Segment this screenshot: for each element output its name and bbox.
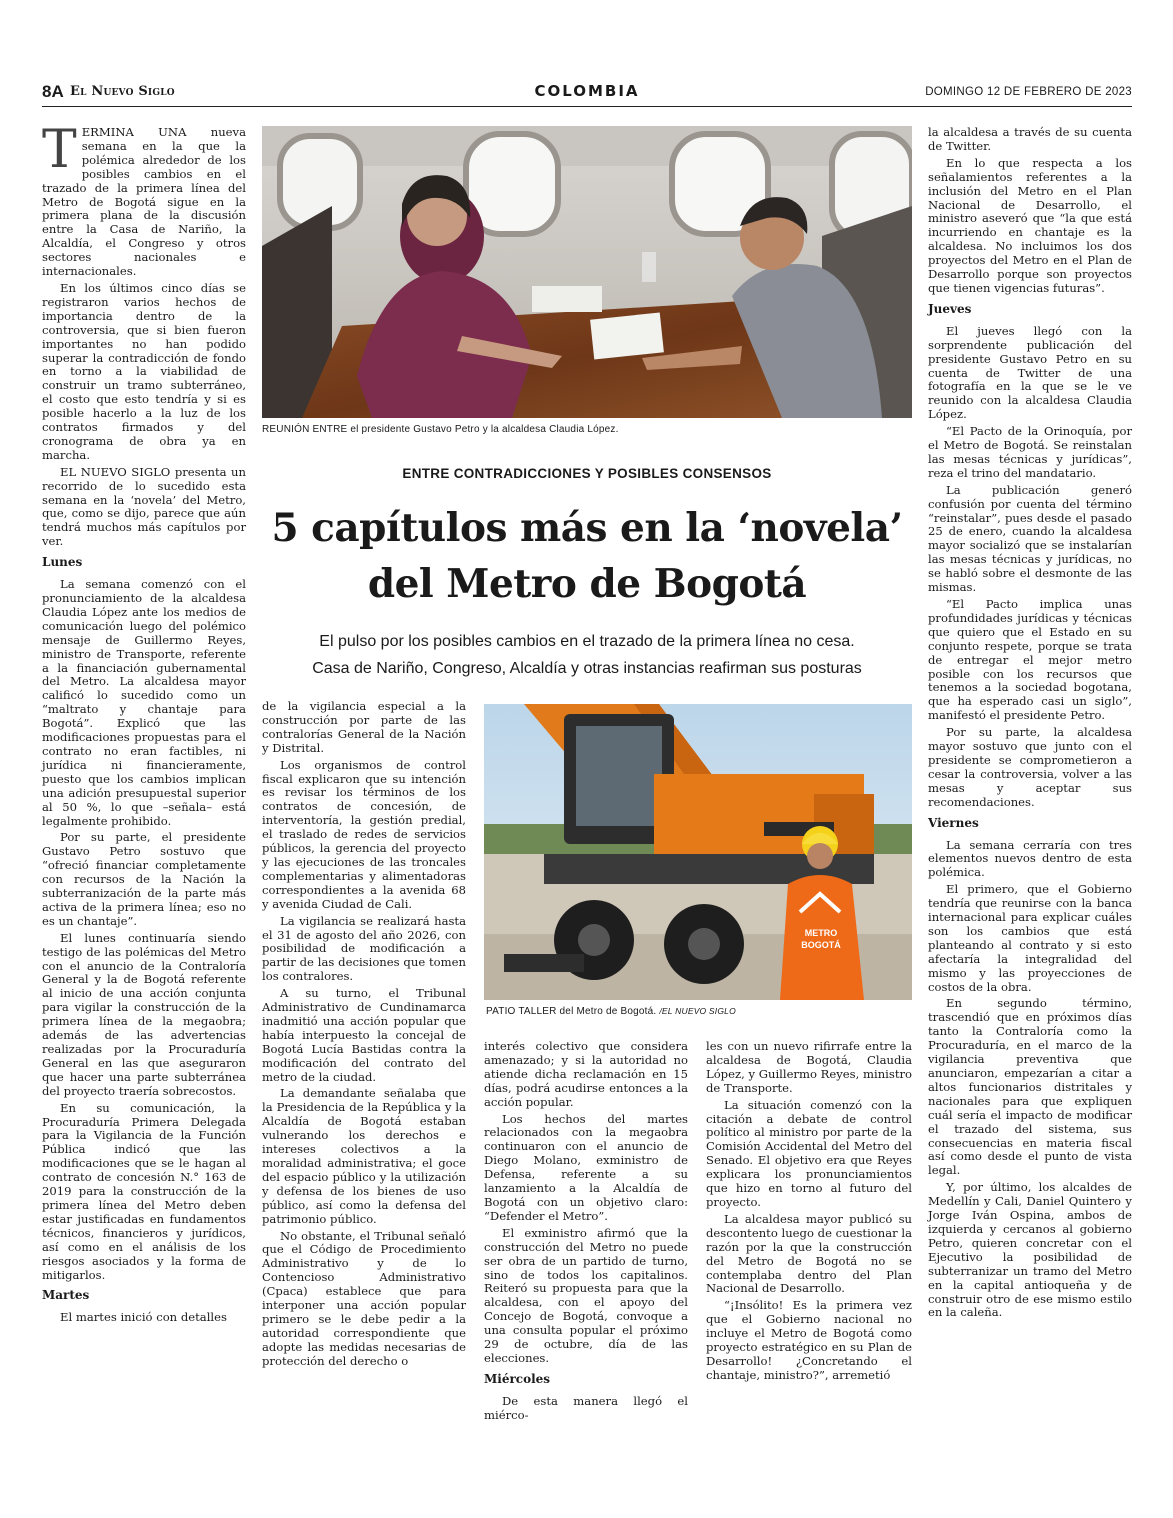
vest-text-metro: METRO	[804, 928, 838, 938]
paragraph: interés colectivo que considera amenazado; y si la autoridad no atiende dicha reclamación en 15 días, podrá acudirse entonces a la acción popular.	[484, 1039, 688, 1109]
subheading-miercoles: Miércoles	[484, 1371, 551, 1386]
paper-name: El Nuevo Siglo	[70, 84, 175, 99]
masthead-rule	[42, 106, 1132, 107]
paragraph: La semana comenzó con el pronunciamiento de la alcaldesa Claudia López ante los medios de comunicación luego del polémico mensaje de Guillermo Reyes, ministro de Transporte, referente a la financiación gubernamental del Metro. La alcaldesa mayor calificó lo sucedido como un “maltrato y chantaje para Bogotá”. Explicó que las modificaciones propuestas para el contrato no eran factibles, ni jurídica ni financieramente, puesto que los cambios implican una adición presupuestal superior al 50 %, lo que –señala– está legalmente prohibido.	[42, 577, 246, 828]
page-number: 8A	[42, 82, 64, 101]
column-3	[484, 1040, 688, 1426]
paragraph: Por su parte, el presidente Gustavo Petro sostuvo que “ofreció financiar completamente con recursos de la Nación la subterranización de la parte más activa de la primera línea; eso no es un chantaje”.	[42, 830, 246, 928]
paragraph: La situación comenzó con la citación a debate de control político al ministro por parte de la Comisión Accidental del Metro del Senado. El objetivo era que Reyes explicara los pronunciamientos que hizo en torno al futuro del proyecto.	[706, 1097, 912, 1209]
paragraph: A su turno, el Tribunal Administrativo de Cundinamarca inadmitió una acción popular que había interpuesto la concejal de Bogotá Lucía Bastidas contra la modificación del contrato del metro de la ciudad.	[262, 986, 466, 1084]
subhead-line-1: El pulso por los posibles cambios en el trazado de la primera línea no cesa.	[319, 633, 855, 650]
paragraph: El lunes continuaría siendo testigo de las polémicas del Metro con el anuncio de la Contraloría General y la de Bogotá referente al inicio de una acción conjunta para vigilar la construcción de la primera línea de la megaobra; además de las advertencias realizadas por la Procuraduría General en las que aseguraron que hacer una parte subterránea del proyecto traería sobrecostos.	[42, 930, 246, 1098]
vest-text-bogota: BOGOTÁ	[801, 940, 841, 950]
caption-text: PATIO TALLER del Metro de Bogotá.	[486, 1006, 657, 1017]
column-2	[262, 700, 466, 1372]
article-kicker: ENTRE CONTRADICCIONES Y POSIBLES CONSENSOS	[402, 466, 772, 481]
paragraph: “El Pacto implica unas profundidades jurídicas y técnicas que quiero que el Estado en su conjunto respete, porque se trata de entregar el mejor metro posible con los recursos que tenemos a la sociedad bogotana, que ha esperado casi un siglo”, manifestó el presidente Petro.	[928, 597, 1132, 723]
excavator-photo-caption	[486, 1006, 912, 1017]
paragraph: El primero, que el Gobierno tendría que reunirse con la banca internacional para explicar cuáles son los cambios que está planteando al contrato y si esto afectaría la integralidad del mismo y las proyecciones de costos de la obra.	[928, 882, 1132, 994]
masthead	[42, 82, 1132, 104]
paragraph: De esta manera llegó el miérco-	[484, 1393, 688, 1422]
paragraph: La semana cerraría con tres elementos nuevos dentro de esta polémica.	[928, 837, 1132, 880]
paragraph: la alcaldesa a través de su cuenta de Twitter.	[928, 125, 1132, 153]
paragraph: En segundo término, trascendió que en próximos días tanto la Contraloría como la Procuraduría, en el marco de la vigilancia preventiva que anunciaron, empezarían a citar a altos funcionarios distritales y nacionales para que expliquen cuál sería el impacto de modificar el trazado del sistema, sus consecuencias en materia fiscal así como desde el punto de vista legal.	[928, 996, 1132, 1178]
section-name: COLOMBIA	[534, 82, 640, 100]
drop-cap: T	[42, 120, 77, 180]
paragraph: El jueves llegó con la sorprendente publicación del presidente Gustavo Petro en su cuenta de Twitter de una fotografía en la que se le ve reunido con la alcaldesa Claudia López.	[928, 323, 1132, 422]
paragraph: El martes inició con detalles	[60, 1310, 227, 1325]
column-4	[706, 1040, 912, 1386]
paragraph: En lo que respecta a los señalamientos referentes a la inclusión del Metro en el Plan Nacional de Desarrollo, el ministro aseveró que “la que está incurriendo en chantaje es la alcaldesa. No incluimos los dos proyectos del Metro en el Plan de Desarrollo porque son proyectos que tienen vigencias futuras”.	[928, 155, 1132, 295]
subhead-line-2: Casa de Nariño, Congreso, Alcaldía y otras instancias reafirman sus posturas	[312, 660, 862, 677]
meeting-photo-illustration	[262, 126, 912, 418]
paragraph: La alcaldesa mayor publicó su descontento luego de cuestionar la razón por la que la construcción del Metro de Bogotá no se contemplaba dentro del Plan Nacional de Desarrollo.	[706, 1211, 912, 1296]
paragraph: Y, por último, los alcaldes de Medellín y Cali, Daniel Quintero y Jorge Iván Ospina, ambos de izquierda y cercanos al gobierno Petro, quieren concretar con el Ejecutivo la posibilidad de subterranizar un tramo del Metro en la capital antioqueña y de construir otro de ese mismo estilo en la caleña.	[928, 1180, 1132, 1320]
lead-paragraph: TERMINA UNA nueva semana en la que la polémica alrededor de los posibles cambios en el trazado de la primera línea del Metro de Bogotá sigue en la primera plana de la discusión entre la Casa de Nariño, la Alcaldía, el Congreso y otros sectores nacionales e internacionales.	[42, 120, 246, 279]
paragraph: Los hechos del martes relacionados con la megaobra continuaron con el anuncio de Diego Molano, exministro de Defensa, referente a su lanzamiento a la Alcaldía de Bogotá con un objetivo claro: “Defender el Metro”.	[484, 1111, 688, 1223]
paragraph: les con un nuevo rifirrafe entre la alcaldesa de Bogotá, Claudia López, y Guillermo Reyes, ministro de Transporte.	[706, 1039, 912, 1095]
paragraph: La vigilancia se realizará hasta el 31 de agosto del año 2026, con posibilidad de modificación a partir de las decisiones que tomen los contralores.	[262, 913, 466, 984]
meeting-photo	[262, 126, 912, 418]
article-headline	[262, 500, 912, 612]
headline-line-1: 5 capítulos más en la ‘novela’	[271, 505, 903, 551]
subheading-lunes: Lunes	[42, 555, 83, 570]
paragraph: “¡Insólito! Es la primera vez que el Gobierno nacional no incluye el Metro de Bogotá como proyecto estratégico en su Plan de Desarrollo! ¿Concretando el chantaje, ministro?”, arremetió	[706, 1298, 912, 1382]
paragraph: Por su parte, la alcaldesa mayor sostuvo que junto con el presidente se comprometieron a cesar la controversia, volver a las mesas y aceptar sus recomendaciones.	[928, 725, 1132, 809]
paragraph: La demandante señalaba que la Presidencia de la República y la Alcaldía de Bogotá estaban vulnerando los derechos e intereses colectivos a la moralidad administrativa; el goce del espacio público y la utilización y defensa de los bienes de uso público, así como la defensa del patrimonio público.	[262, 1086, 466, 1226]
meeting-photo-caption: REUNIÓN ENTRE el presidente Gustavo Petro y la alcaldesa Claudia López.	[262, 424, 619, 435]
paragraph: En los últimos cinco días se registraron varios hechos de importancia dentro de la controversia, que si bien fueron importantes no han podido superar la contradicción de fondo en torno a la viabilidad de construir un tramo subterráneo, el costo que esto tendría y si es posible hacerlo a la luz de los contratos firmados y del cronograma de obra ya en marcha.	[42, 280, 246, 462]
paragraph: En su comunicación, la Procuraduría Primera Delegada para la Vigilancia de la Función Pública indicó que las modificaciones que se le hagan al contrato de concesión N.° 163 de 2019 para la construcción de la primera línea del Metro deben estar justificadas en fundamentos técnicos, financieros y jurídicos, así como en el análisis de los riesgos asociados y la forma de mitigarlos.	[42, 1100, 246, 1282]
paragraph: EL NUEVO SIGLO presenta un recorrido de lo sucedido esta semana en la ‘novela’ del Metro, que, como se dijo, parece que aún tendrá muchos más capítulos por ver.	[42, 464, 246, 549]
subheading-martes: Martes	[42, 1288, 90, 1303]
paragraph: de la vigilancia especial a la construcción por parte de las contralorías General de la Nación y Distrital.	[262, 699, 466, 755]
paragraph: La publicación generó confusión por cuenta del término “reinstalar”, pues desde el pasado 25 de enero, cuando la alcaldesa mayor socializó que se instalarían las mesas técnicas y jurídicas, no se habló sobre el desmonte de las mismas.	[928, 482, 1132, 595]
paragraph: Los organismos de control fiscal explicaron que su intención es revisar los términos de los contratos de concesión, de interventoría, la gestión predial, el traslado de redes de servicios públicos, la gerencia del proyecto y las ejecuciones de las troncales complementarias y alimentadoras correspondientes a la avenida 68 y avenida Ciudad de Cali.	[262, 757, 466, 911]
paragraph: “El Pacto de la Orinoquía, por el Metro de Bogotá. Se reinstalan las mesas técnicas y jurídicas”, reza el trino del mandatario.	[928, 424, 1132, 480]
paragraph: El exministro afirmó que la construcción del Metro no puede ser obra de un partido de turno, sino de todos los capitalinos. Reiteró su propuesta para que la alcaldesa, con el apoyo del Concejo de Bogotá, convoque a una consulta popular el próximo 29 de octubre, día de las elecciones.	[484, 1225, 688, 1365]
headline-line-2: del Metro de Bogotá	[367, 561, 807, 607]
column-1	[42, 120, 246, 1328]
excavator-photo-illustration	[484, 704, 912, 1000]
column-5	[928, 126, 1132, 1323]
article-subhead	[262, 628, 912, 682]
paragraph: No obstante, el Tribunal señaló que el Código de Procedimiento Administrativo y de lo Contencioso Administrativo (Cpaca) establece que para interponer una acción popular primero se le debe pedir a la autoridad correspondiente que adopte las medidas necesarias de protección del derecho o	[262, 1228, 466, 1368]
photo-credit: /EL NUEVO SIGLO	[659, 1006, 736, 1016]
issue-date: DOMINGO 12 DE FEBRERO DE 2023	[925, 86, 1132, 98]
subheading-viernes: Viernes	[928, 815, 979, 830]
excavator-photo	[484, 704, 912, 1000]
subheading-jueves: Jueves	[928, 301, 972, 316]
